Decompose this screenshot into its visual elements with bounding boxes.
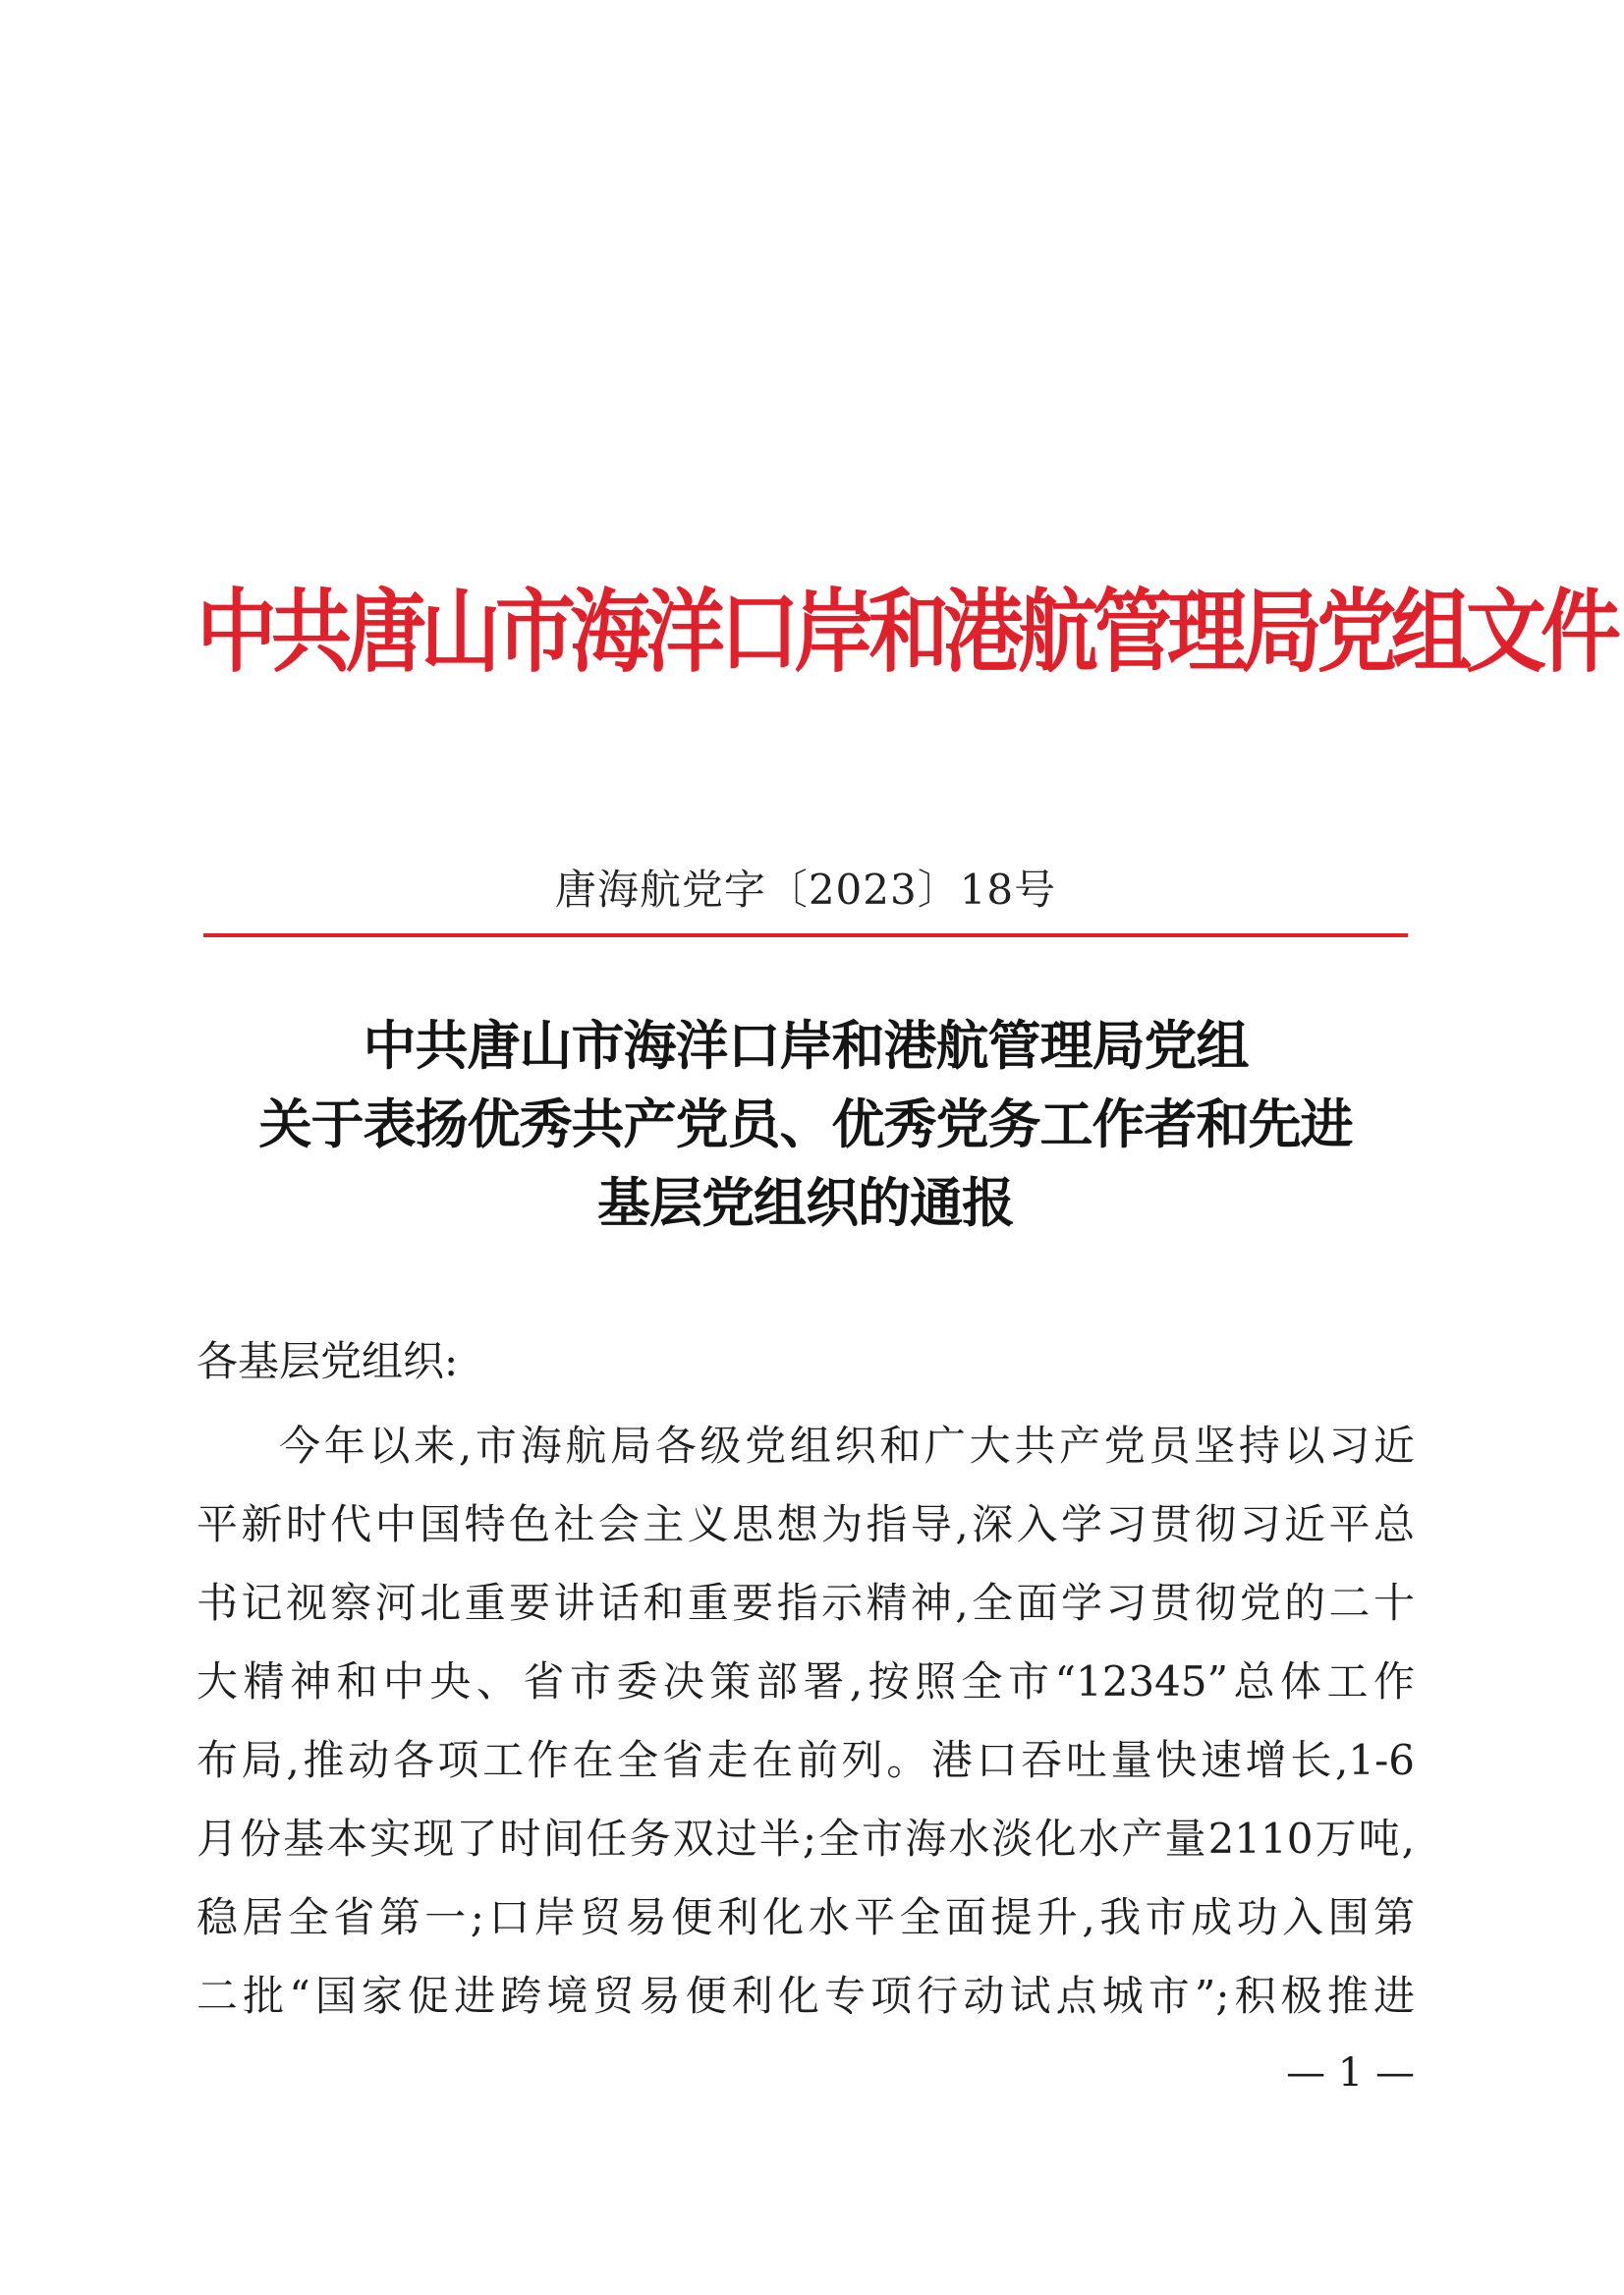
- notice-title-line: 关于表扬优秀共产党员、优秀党务工作者和先进: [258, 1092, 1353, 1155]
- page-number: — 1 —: [1286, 2050, 1415, 2096]
- body-line: 二批“国家促进跨境贸易便利化专项行动试点城市”;积极推进: [196, 1972, 1415, 2020]
- red-divider-line: [203, 933, 1408, 937]
- salutation: 各基层党组织:: [196, 1337, 459, 1385]
- body-line: 月份基本实现了时间任务双过半;全市海水淡化水产量2110万吨,: [196, 1815, 1415, 1863]
- body-line: 大精神和中央、省市委决策部署,按照全市“12345”总体工作: [196, 1657, 1415, 1706]
- document-header-title: 中共唐山市海洋口岸和港航管理局党组文件: [196, 579, 1616, 686]
- body-text: [196, 1407, 1415, 2036]
- body-line: 今年以来,市海航局各级党组织和广大共产党员坚持以习近: [279, 1422, 1415, 1470]
- document-number: 唐海航党字〔2023〕18号: [554, 866, 1057, 914]
- notice-title-line: 基层党组织的通报: [597, 1171, 1014, 1234]
- notice-title-line: 中共唐山市海洋口岸和港航管理局党组: [363, 1014, 1249, 1077]
- body-line: 稳居全省第一;口岸贸易便利化水平全面提升,我市成功入围第: [196, 1893, 1415, 1941]
- notice-title: [196, 1006, 1415, 1242]
- body-line: 平新时代中国特色社会主义思想为指导,深入学习贯彻习近平总: [196, 1500, 1415, 1548]
- body-line: 书记视察河北重要讲话和重要指示精神,全面学习贯彻党的二十: [196, 1579, 1415, 1627]
- body-line: 布局,推动各项工作在全省走在前列。港口吞吐量快速增长,1-6: [196, 1736, 1415, 1784]
